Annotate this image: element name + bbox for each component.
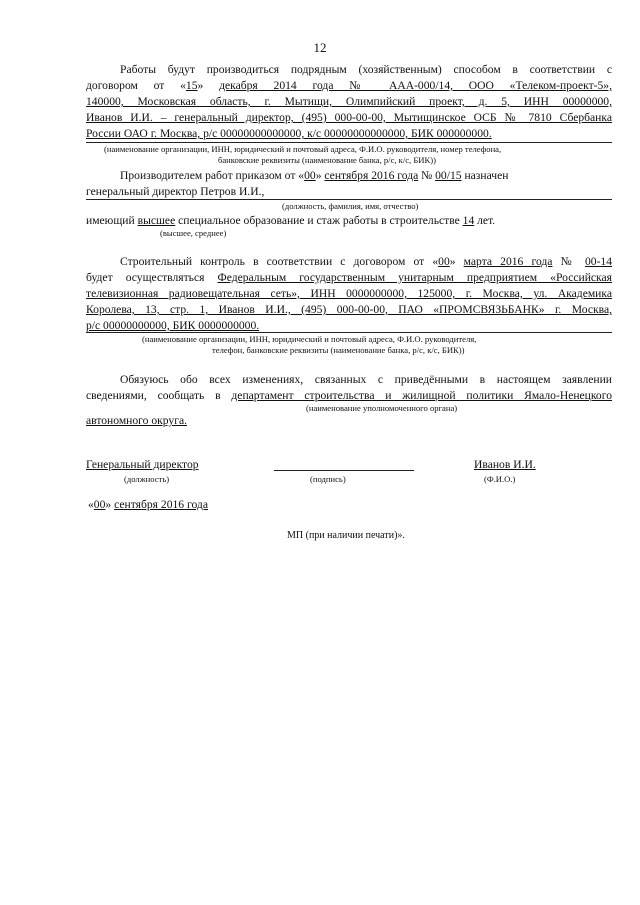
manager-education-line bbox=[86, 213, 612, 228]
works-line-4: Иванов И.И. – генеральный директор, (495) 000-00-00, Мытищинское ОСБ № 7810 Сбербанка bbox=[86, 111, 612, 124]
education-level: высшее bbox=[137, 214, 176, 227]
control-contract-no: № bbox=[552, 255, 585, 268]
control-contract-number: 00-14 bbox=[584, 255, 612, 268]
manager-order-number: 00/15 bbox=[435, 169, 462, 182]
control-line-3: телевизионная радиовещательная сеть», ИНН 0000000000, 125000, г. Москва, ул. Академика bbox=[86, 287, 612, 300]
obligation-line-2 bbox=[86, 388, 612, 403]
manager-caption: (должность, фамилия, имя, отчество) bbox=[282, 201, 419, 211]
works-caption-1: (наименование организации, ИНН, юридический и почтовый адреса, Ф.И.О. руководителя, номер телефона, bbox=[104, 144, 502, 154]
works-caption-2: банковские реквизиты (наименование банка, р/с, к/с, БИК)) bbox=[218, 155, 436, 165]
obligation-prefix: сведениями, сообщать в bbox=[86, 389, 232, 402]
signer-position-caption: (должность) bbox=[124, 474, 170, 484]
control-org-name: Федеральным государственным унитарным предприятием «Российская bbox=[217, 271, 612, 284]
education-caption: (высшее, среднее) bbox=[160, 228, 227, 238]
stamp-note: МП (при наличии печати)». bbox=[287, 530, 405, 541]
education-text: специальное образование и стаж работы в строительстве bbox=[175, 214, 463, 227]
authority-name: департамент строительства и жилищной политики Ямало-Ненецкого bbox=[231, 389, 612, 402]
works-contract-quote: » bbox=[197, 79, 220, 92]
manager-order-no: № bbox=[418, 169, 436, 182]
control-contract-date: марта 2016 года bbox=[463, 255, 553, 268]
signature-line bbox=[274, 470, 414, 471]
education-prefix: имеющий bbox=[86, 214, 138, 227]
control-rule bbox=[86, 332, 612, 333]
obligation-line-3: автономного округа. bbox=[86, 414, 187, 427]
authority-caption: (наименование уполномоченного органа) bbox=[306, 403, 458, 413]
control-line-5: р/с 00000000000, БИК 0000000000. bbox=[86, 319, 260, 332]
signer-name-caption: (Ф.И.О.) bbox=[484, 474, 516, 484]
works-contract-details: декабря 2014 года № ААА-000/14, ООО «Телеком-проект-5», bbox=[219, 79, 612, 92]
manager-order-date: сентября 2016 года bbox=[324, 169, 419, 182]
signer-name: Иванов И.И. bbox=[474, 458, 536, 471]
manager-order-quote: » bbox=[315, 169, 325, 182]
control-line-1 bbox=[86, 254, 612, 269]
date-month-year: сентября 2016 года bbox=[114, 498, 208, 511]
control-caption-2: телефон, банковские реквизиты (наименование банка, р/с, к/с, БИК)) bbox=[212, 345, 465, 355]
works-contract-day: 15 bbox=[185, 79, 198, 92]
manager-order-day: 00 bbox=[304, 169, 316, 182]
page-number: 12 bbox=[313, 40, 327, 55]
works-contract-prefix: договором от « bbox=[86, 79, 186, 92]
experience-suffix: лет. bbox=[474, 214, 496, 227]
works-line-2 bbox=[86, 78, 612, 93]
manager-order-suffix: назначен bbox=[461, 169, 509, 182]
date-open-quote: « bbox=[88, 498, 94, 511]
works-line-3: 140000, Московская область, г. Мытищи, Олимпийский проект, д. 5, ИНН 00000000, bbox=[86, 95, 612, 108]
manager-order-prefix: Производителем работ приказом от « bbox=[120, 169, 305, 182]
signer-position: Генеральный директор bbox=[86, 458, 199, 471]
obligation-line-1: Обязуюсь обо всех изменениях, связанных с приведёнными в настоящем заявлении bbox=[120, 373, 612, 386]
works-rule bbox=[86, 142, 612, 143]
date-day: 00 bbox=[93, 498, 106, 511]
date-line bbox=[88, 498, 208, 511]
control-contract-day: 00 bbox=[438, 255, 450, 268]
control-contract-quote: » bbox=[449, 255, 464, 268]
control-contract-prefix: Строительный контроль в соответствии с договором от « bbox=[120, 255, 439, 268]
manager-rule bbox=[86, 199, 612, 200]
control-org-prefix: будет осуществляться bbox=[86, 271, 218, 284]
control-line-2 bbox=[86, 270, 612, 285]
manager-line-1 bbox=[86, 168, 612, 183]
control-caption-1: (наименование организации, ИНН, юридический и почтовый адреса, Ф.И.О. руководителя, bbox=[142, 334, 477, 344]
date-close-quote: » bbox=[105, 498, 115, 511]
works-line-1: Работы будут производиться подрядным (хозяйственным) способом в соответствии с bbox=[120, 63, 612, 76]
control-line-4: Королева, 13, стр. 1, Иванов И.И., (495) 000-00-00, ПАО «ПРОМСВЯЗЬБАНК» г. Москва, bbox=[86, 303, 612, 316]
works-line-5: России ОАО г. Москва, р/с 00000000000000, к/с 00000000000000, БИК 000000000. bbox=[86, 127, 492, 140]
experience-years: 14 bbox=[462, 214, 475, 227]
manager-line-2: генеральный директор Петров И.И., bbox=[86, 185, 265, 198]
signature-caption: (подпись) bbox=[310, 474, 346, 484]
